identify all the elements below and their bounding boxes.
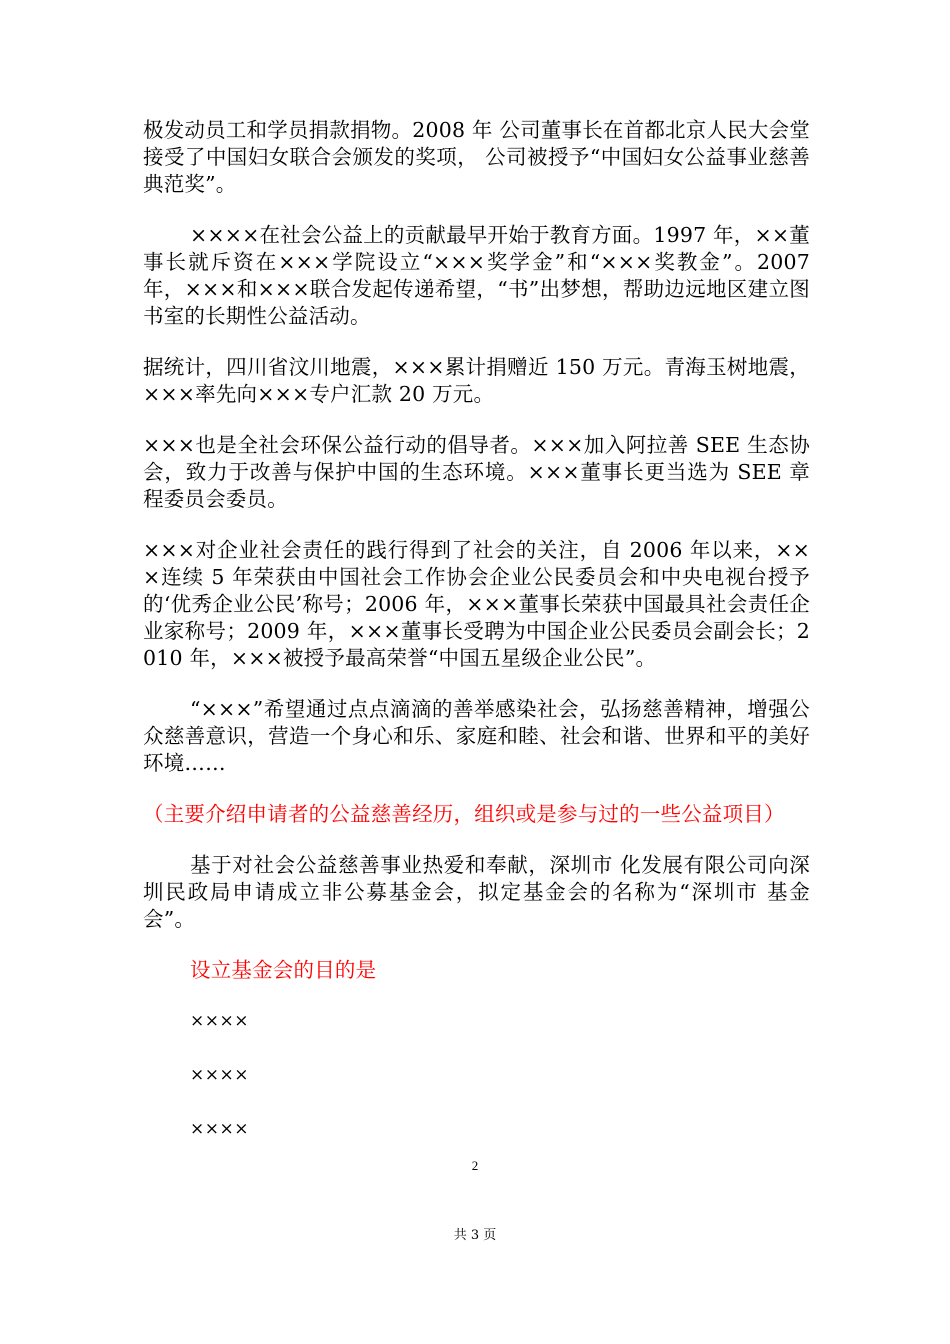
paragraph-social-responsibility: ×××对企业社会责任的践行得到了社会的关注，自 2006 年以来，×××连续 5 年荣获由中国社会工作协会企业公民委员会和中央电视台授予的‘优秀企业公民’称号；2006 年，×××董事长荣获中国最具社会责任企业家称号；2009 年，×××董事长受聘为中国企业公民委员会副会长；2010 年，×××被授予最高荣誉“中国五星级企业公民”。 (143, 538, 810, 670)
paragraph-award: 极发动员工和学员捐款捐物。2008 年 公司董事长在首都北京人民大会堂接受了中国妇女联合会颁发的奖项， 公司被授予“中国妇女公益事业慈善典范奖”。 (143, 118, 810, 196)
paragraph-foundation-purpose-heading: 设立基金会的目的是 (190, 958, 377, 982)
paragraph-hope: “×××”希望通过点点滴滴的善举感染社会，弘扬慈善精神，增强公众慈善意识，营造一个身心和乐、家庭和睦、社会和谐、世界和平的美好环境…… (143, 697, 810, 775)
placeholder-line: ×××× (190, 1065, 249, 1085)
paragraph-foundation-application: 基于对社会公益慈善事业热爱和奉献，深圳市 化发展有限公司向深圳民政局申请成立非公募基金会，拟定基金会的名称为“深圳市 基金会”。 (143, 853, 810, 931)
placeholder-line: ×××× (190, 1011, 249, 1031)
paragraph-instruction-note: （主要介绍申请者的公益慈善经历，组织或是参与过的一些公益项目） (143, 802, 785, 826)
paragraph-earthquake: 据统计，四川省汶川地震，×××累计捐赠近 150 万元。青海玉树地震，×××率先向×××专户汇款 20 万元。 (143, 355, 810, 406)
page-footer: 共 3 页 (453, 1228, 497, 1243)
document-body (143, 117, 810, 1170)
paragraph-education: ××××在社会公益上的贡献最早开始于教育方面。1997 年，××董事长就斥资在×××学院设立“×××奖学金”和“×××奖教金”。2007 年，×××和×××联合发起传递希望，“书”出梦想，帮助边远地区建立图书室的长期性公益活动。 (143, 223, 810, 328)
placeholder-line: ×××× (190, 1119, 249, 1139)
page-number: 2 (471, 1158, 479, 1173)
paragraph-environment: ×××也是全社会环保公益行动的倡导者。×××加入阿拉善 SEE 生态协会，致力于改善与保护中国的生态环境。×××董事长更当选为 SEE 章程委员会委员。 (143, 433, 810, 511)
